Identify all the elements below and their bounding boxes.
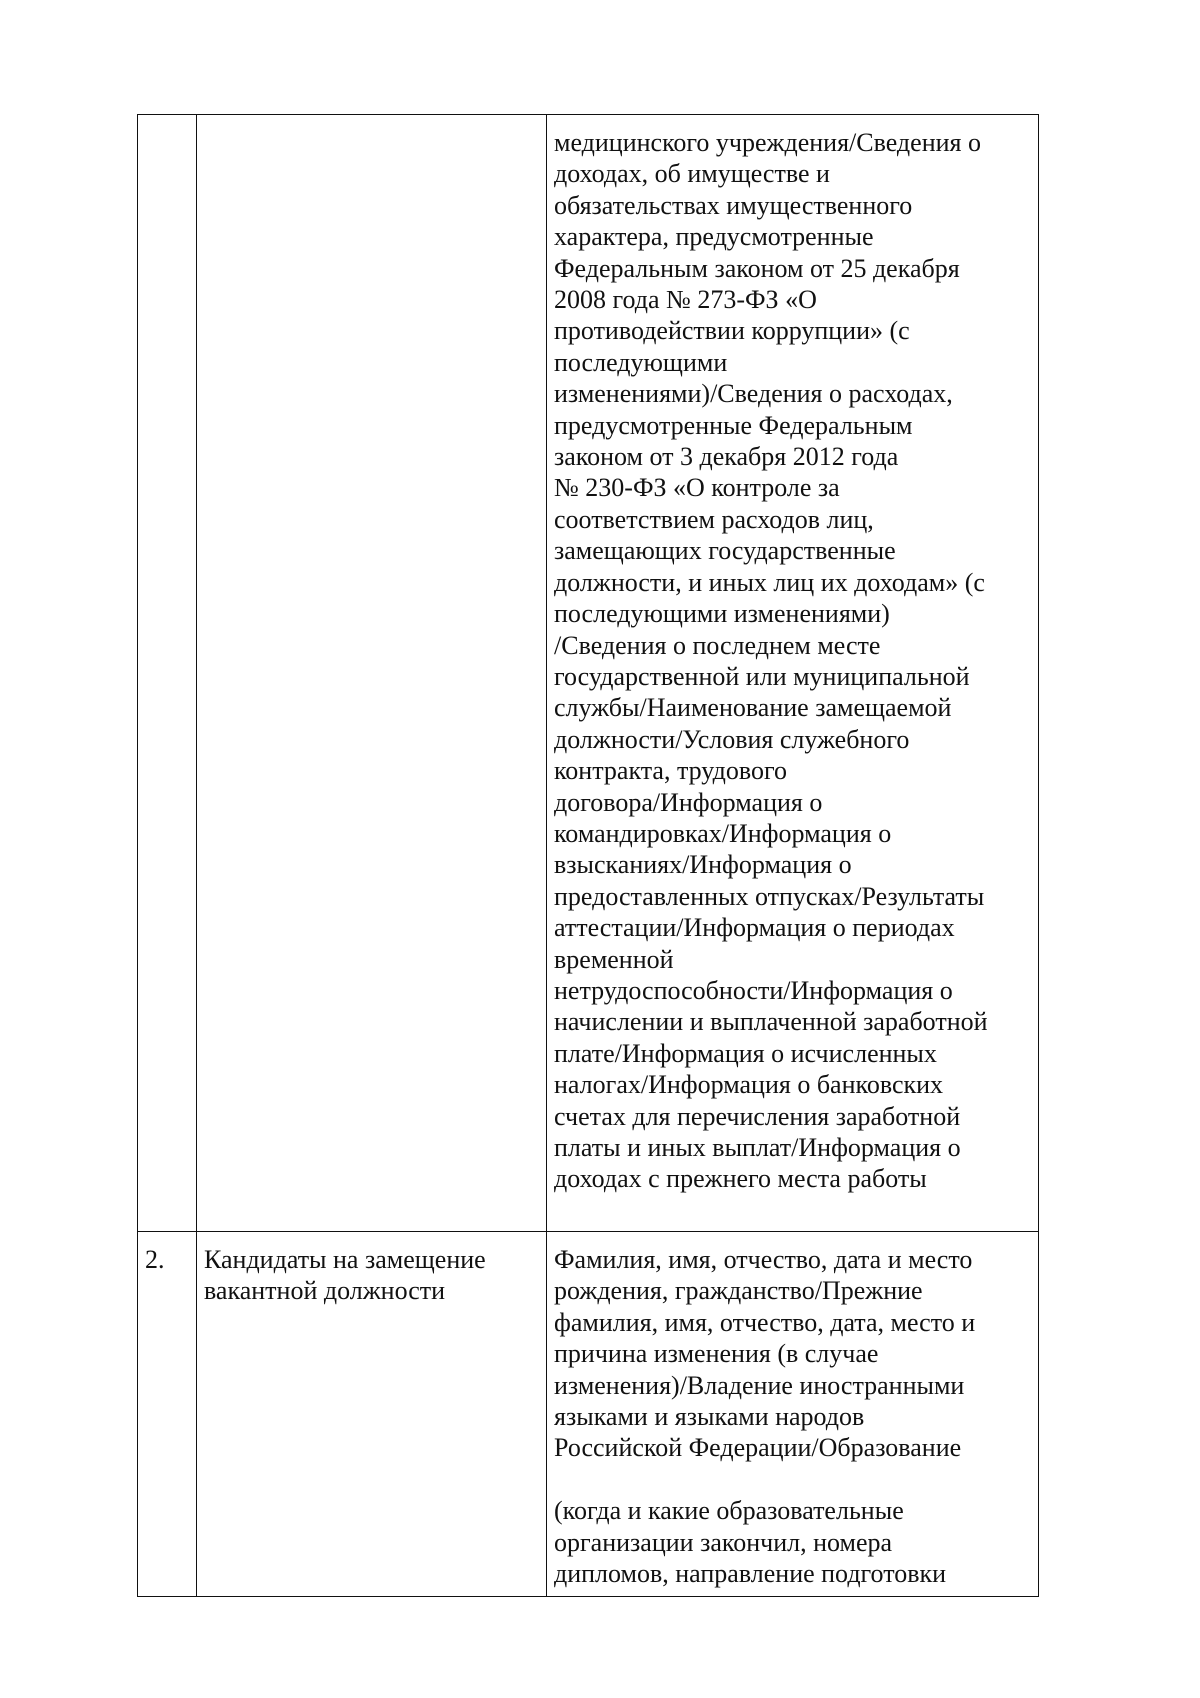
table-row: [138, 1232, 1039, 1597]
row-number-cell: [138, 115, 197, 1232]
details-text-line: Российской Федерации/Образование: [554, 1433, 962, 1463]
details-text-line: службы/Наименование замещаемой: [554, 693, 952, 723]
details-text-line: взысканиях/Информация о: [554, 850, 852, 880]
details-text-line: начислении и выплаченной заработной: [554, 1007, 988, 1037]
details-text-line: организации закончил, номера: [554, 1527, 893, 1557]
details-text-line: доходах с прежнего места работы: [554, 1164, 927, 1194]
details-text-line: Федеральным законом от 25 декабря: [554, 253, 960, 283]
row-number: 2.: [145, 1245, 165, 1274]
table-row: [138, 115, 1039, 1232]
category-cell: [197, 1232, 547, 1597]
details-text-line: № 230-ФЗ «О контроле за: [554, 473, 840, 503]
details-text-line: налогах/Информация о банковских: [554, 1070, 944, 1100]
category-text-line: Кандидаты на замещение: [204, 1245, 486, 1274]
details-text-line: фамилия, имя, отчество, дата, место и: [554, 1307, 976, 1337]
details-text-line: последующими: [554, 347, 728, 377]
details-text-line: контракта, трудового: [554, 756, 787, 786]
details-text-line: государственной или муниципальной: [554, 661, 970, 691]
details-text-line: медицинского учреждения/Сведения о: [554, 128, 981, 157]
details-text-line: должности/Условия служебного: [554, 724, 910, 754]
details-text-line: характера, предусмотренные: [554, 222, 874, 252]
details-text-line: временной: [554, 944, 674, 974]
details-text-line: счетах для перечисления заработной: [554, 1101, 961, 1131]
details-text-line: платы и иных выплат/Информация о: [554, 1133, 961, 1162]
details-text-line: последующими изменениями): [554, 599, 890, 629]
details-text-line: причина изменения (в случае: [554, 1339, 879, 1369]
details-text-line: изменениями)/Сведения о расходах,: [554, 379, 953, 409]
category-text-line: вакантной должности: [204, 1276, 446, 1306]
details-text-line: законом от 3 декабря 2012 года: [554, 442, 899, 472]
paragraph-gap: [554, 1464, 1032, 1495]
details-text-line: нетрудоспособности/Информация о: [554, 975, 953, 1005]
details-text-line: (когда и какие образовательные: [554, 1496, 904, 1526]
details-text-line: Фамилия, имя, отчество, дата и место: [554, 1245, 973, 1274]
details-text-line: языками и языками народов: [554, 1402, 865, 1432]
details-text-line: плате/Информация о исчисленных: [554, 1038, 937, 1068]
details-text-line: командировках/Информация о: [554, 818, 892, 848]
row-number-cell: [138, 1232, 197, 1597]
details-text-line: должности, и иных лиц их доходам» (с: [554, 567, 985, 597]
details-text-line: аттестации/Информация о периодах: [554, 913, 955, 943]
details-text-line: /Сведения о последнем месте: [554, 630, 881, 660]
details-text-line: обязательствах имущественного: [554, 190, 913, 220]
details-text-line: договора/Информация о: [554, 787, 823, 817]
category-cell: [197, 115, 547, 1232]
details-cell: [547, 1232, 1039, 1597]
details-text-line: предоставленных отпусках/Результаты: [554, 881, 985, 911]
details-text-line: противодействии коррупции» (с: [554, 316, 910, 346]
details-text-line: 2008 года № 273-ФЗ «О: [554, 285, 817, 315]
details-text-line: доходах, об имуществе и: [554, 159, 830, 189]
details-text-line: замещающих государственные: [554, 536, 896, 566]
details-text-line: изменения)/Владение иностранными: [554, 1370, 965, 1400]
details-cell: [547, 115, 1039, 1232]
data-table: [137, 114, 1039, 1597]
details-text-line: рождения, гражданство/Прежние: [554, 1276, 923, 1306]
details-text-line: дипломов, направление подготовки: [554, 1559, 947, 1589]
details-text-line: соответствием расходов лиц,: [554, 504, 874, 534]
details-text-line: предусмотренные Федеральным: [554, 410, 913, 440]
